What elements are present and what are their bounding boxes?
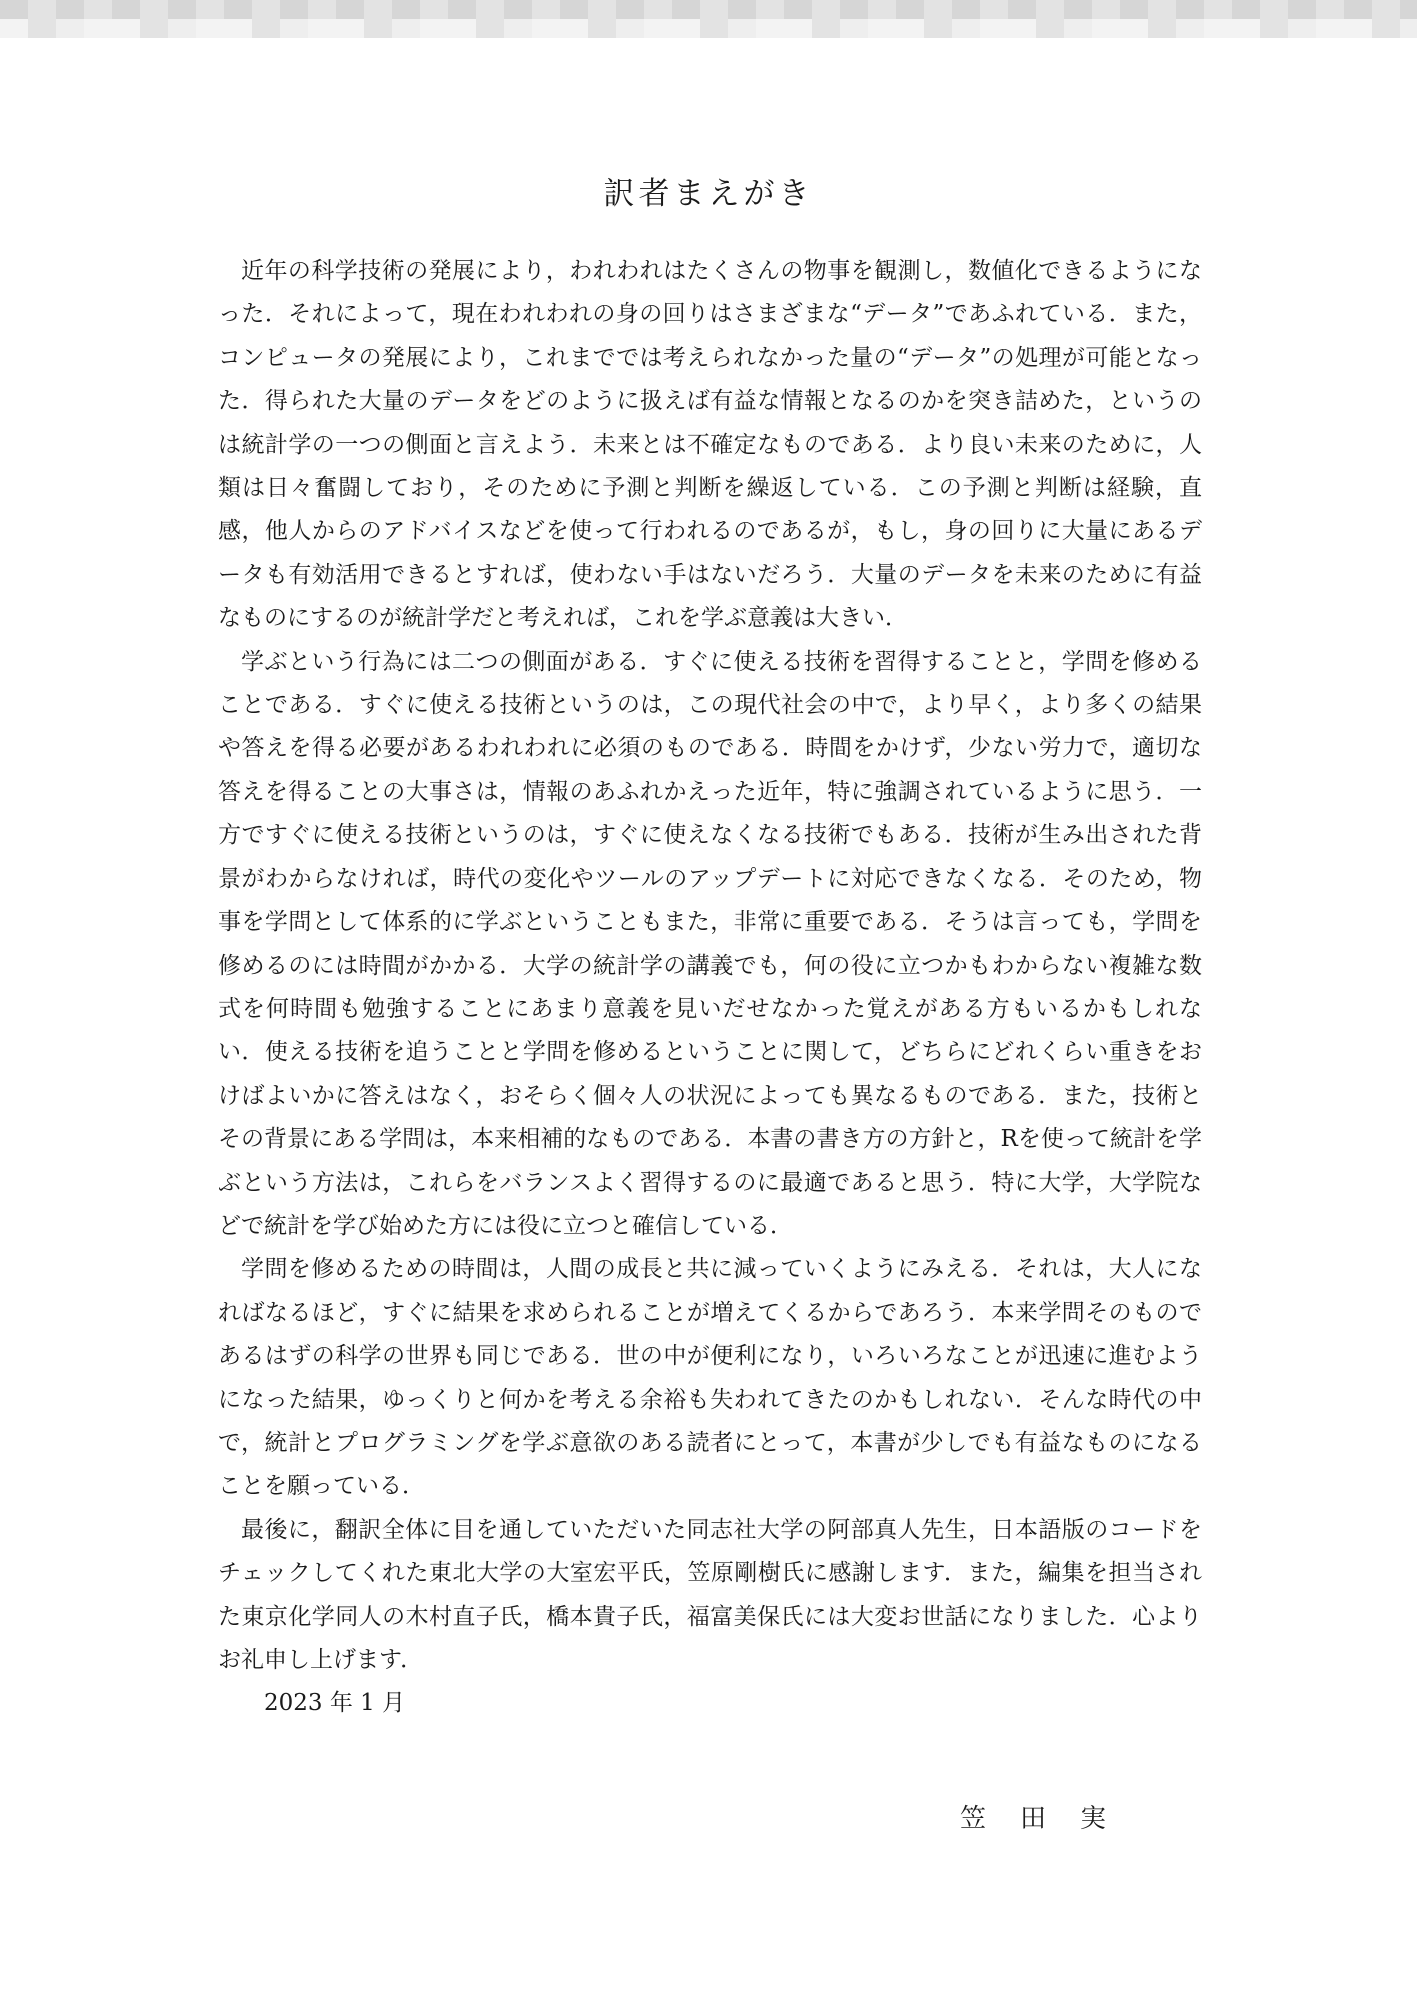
header-pattern-tile xyxy=(280,19,308,38)
header-pattern-tile xyxy=(308,19,336,38)
header-pattern-tile xyxy=(1176,19,1204,38)
header-pattern-tile xyxy=(1288,19,1316,38)
header-pattern-tile xyxy=(1148,19,1176,38)
header-pattern-tile xyxy=(364,19,392,38)
header-pattern-tile xyxy=(476,19,504,38)
header-pattern-tile xyxy=(28,19,56,38)
header-pattern-tile xyxy=(700,0,728,19)
header-pattern-tile xyxy=(896,19,924,38)
header-pattern-tile xyxy=(0,0,28,19)
header-pattern-tile xyxy=(1120,19,1148,38)
header-pattern-tile xyxy=(84,19,112,38)
header-pattern-tile xyxy=(448,0,476,19)
header-pattern-tile xyxy=(784,19,812,38)
header-pattern-tile xyxy=(868,19,896,38)
header-pattern-tile xyxy=(980,19,1008,38)
header-pattern-tile xyxy=(336,0,364,19)
header-pattern-tile xyxy=(1204,19,1232,38)
header-pattern-tile xyxy=(840,0,868,19)
header-pattern-tile xyxy=(616,0,644,19)
header-pattern-tile xyxy=(1372,19,1400,38)
header-pattern-tile xyxy=(168,19,196,38)
header-pattern-tile xyxy=(1064,0,1092,19)
header-pattern-tile xyxy=(1092,0,1120,19)
header-pattern-tile xyxy=(196,19,224,38)
header-pattern-tile xyxy=(896,0,924,19)
header-pattern-tile xyxy=(476,0,504,19)
header-pattern-tile xyxy=(252,0,280,19)
header-pattern-tile xyxy=(1176,0,1204,19)
header-pattern-tile xyxy=(1204,0,1232,19)
header-pattern-tile xyxy=(728,0,756,19)
header-pattern-tile xyxy=(224,19,252,38)
header-pattern-tile xyxy=(1372,0,1400,19)
body-text xyxy=(218,250,1202,1726)
paragraph-1: 近年の科学技術の発展により，われわれはたくさんの物事を観測し，数値化できるようになった．それによって，現在われわれの身の回りはさまざまな“データ”であふれている．また，コンピュータの発展により，これまででは考えられなかった量の“データ”の処理が可能となった．得られた大量のデータをどのように扱えば有益な情報となるのかを突き詰めた，というのは統計学の一つの側面と言えよう．未来とは不確定なものである．より良い未来のために，人類は日々奮闘しており，そのために予測と判断を繰返している．この予測と判断は経験，直感，他人からのアドバイスなどを使って行われるのであるが，もし，身の回りに大量にあるデータも有効活用できるとすれば，使わない手はないだろう．大量のデータを未来のために有益なものにするのが統計学だと考えれば，これを学ぶ意義は大きい． xyxy=(218,258,1203,632)
header-pattern-tile xyxy=(588,19,616,38)
signature: 笠田実 xyxy=(960,1804,1141,1834)
paragraph-4: 最後に，翻訳全体に目を通していただいた同志社大学の阿部真人先生，日本語版のコードをチェックしてくれた東北大学の大室宏平氏，笠原剛樹氏に感謝します．また，編集を担当された東京化学同人の木村直子氏，橋本貴子氏，福富美保氏には大変お世話になりました．心よりお礼申し上げます． xyxy=(218,1516,1202,1673)
header-pattern-tile xyxy=(420,19,448,38)
header-pattern-tile xyxy=(1260,19,1288,38)
header-pattern-tile xyxy=(1148,0,1176,19)
header-pattern-tile xyxy=(1232,19,1260,38)
header-pattern-tile xyxy=(1344,19,1372,38)
header-pattern-tile xyxy=(924,0,952,19)
header-pattern-tile xyxy=(504,19,532,38)
header-pattern-tile xyxy=(784,0,812,19)
header-pattern-tile xyxy=(700,19,728,38)
header-pattern-tile xyxy=(532,19,560,38)
header-pattern-tile xyxy=(112,0,140,19)
header-pattern-tile xyxy=(1064,19,1092,38)
header-pattern-tile xyxy=(1036,19,1064,38)
header-pattern-tile xyxy=(196,0,224,19)
header-pattern-tile xyxy=(1120,0,1148,19)
header-pattern-tile xyxy=(280,0,308,19)
header-pattern-tile xyxy=(644,19,672,38)
header-pattern-tile xyxy=(1400,19,1417,38)
header-pattern-tile xyxy=(924,19,952,38)
header-pattern-tile xyxy=(560,19,588,38)
header-pattern-tile xyxy=(504,0,532,19)
header-pattern-tile xyxy=(308,0,336,19)
header-pattern-tile xyxy=(84,0,112,19)
header-pattern-tile xyxy=(252,19,280,38)
header-pattern-tile xyxy=(0,19,28,38)
header-pattern-tile xyxy=(1036,0,1064,19)
header-pattern-tile xyxy=(1260,0,1288,19)
header-pattern-tile xyxy=(224,0,252,19)
header-pattern-tile xyxy=(728,19,756,38)
header-pattern-tile xyxy=(868,0,896,19)
header-pattern-tile xyxy=(392,0,420,19)
header-pattern-tile xyxy=(952,19,980,38)
header-pattern-tile xyxy=(812,19,840,38)
header-pattern-tile xyxy=(140,19,168,38)
header-pattern-tile xyxy=(420,0,448,19)
header-pattern-tile xyxy=(1008,0,1036,19)
header-pattern-tile xyxy=(812,0,840,19)
header-pattern-tile xyxy=(28,0,56,19)
header-pattern-tile xyxy=(1092,19,1120,38)
header-pattern-tile xyxy=(1316,19,1344,38)
header-pattern-tile xyxy=(56,0,84,19)
header-pattern-tile xyxy=(756,0,784,19)
header-pattern-tile xyxy=(644,0,672,19)
header-pattern-tile xyxy=(112,19,140,38)
header-pattern-tile xyxy=(672,19,700,38)
header-pattern-tile xyxy=(1316,0,1344,19)
header-pattern-tile xyxy=(756,19,784,38)
header-pattern-tile xyxy=(672,0,700,19)
header-pattern-tile xyxy=(616,19,644,38)
header-pattern-tile xyxy=(588,0,616,19)
header-pattern xyxy=(0,0,1417,38)
header-pattern-tile xyxy=(336,19,364,38)
header-pattern-tile xyxy=(140,0,168,19)
header-pattern-tile xyxy=(980,0,1008,19)
page-title: 訳者まえがき xyxy=(603,176,814,212)
header-pattern-tile xyxy=(364,0,392,19)
header-pattern-tile xyxy=(168,0,196,19)
header-pattern-tile xyxy=(532,0,560,19)
header-pattern-tile xyxy=(560,0,588,19)
paragraph-3: 学問を修めるための時間は，人間の成長と共に減っていくようにみえる．それは，大人になればなるほど，すぐに結果を求められることが増えてくるからであろう．本来学問そのものであるはずの科学の世界も同じである．世の中が便利になり，いろいろなことが迅速に進むようになった結果，ゆっくりと何かを考える余裕も失われてきたのかもしれない．そんな時代の中で，統計とプログラミングを学ぶ意欲のある読者にとって，本書が少しでも有益なものになることを願っている． xyxy=(218,1256,1203,1500)
header-pattern-tile xyxy=(392,19,420,38)
header-pattern-tile xyxy=(1344,0,1372,19)
paragraph-2: 学ぶという行為には二つの側面がある．すぐに使える技術を習得することと，学問を修めることである．すぐに使える技術というのは，この現代社会の中で，より早く，より多くの結果や答えを得る必要があるわれわれに必須のものである．時間をかけず，少ない労力で，適切な答えを得ることの大事さは，情報のあふれかえった近年，特に強調されているように思う．一方ですぐに使える技術というのは，すぐに使えなくなる技術でもある．技術が生み出された背景がわからなければ，時代の変化やツールのアップデートに対応できなくなる．そのため，物事を学問として体系的に学ぶということもまた，非常に重要である．そうは言っても，学問を修めるのには時間がかかる．大学の統計学の講義でも，何の役に立つかもわからない複雑な数式を何時間も勉強することにあまり意義を見いだせなかった覚えがある方もいるかもしれない．使える技術を追うことと学問を修めるということに関して，どちらにどれくらい重きをおけばよいかに答えはなく，おそらく個々人の状況によっても異なるものである．また，技術とその背景にある学問は，本来相補的なものである．本書の書き方の方針と，Rを使って統計を学ぶという方法は，これらをバランスよく習得するのに最適であると思う．特に大学，大学院などで統計を学び始めた方には役に立つと確信している． xyxy=(218,648,1203,1239)
date: 2023 年 1 月 xyxy=(264,1690,406,1717)
header-pattern-tile xyxy=(1400,0,1417,19)
header-pattern-tile xyxy=(56,19,84,38)
header-pattern-tile xyxy=(1288,0,1316,19)
header-pattern-tile xyxy=(1232,0,1260,19)
header-pattern-tile xyxy=(448,19,476,38)
header-pattern-tile xyxy=(1008,19,1036,38)
header-pattern-tile xyxy=(840,19,868,38)
header-pattern-tile xyxy=(952,0,980,19)
